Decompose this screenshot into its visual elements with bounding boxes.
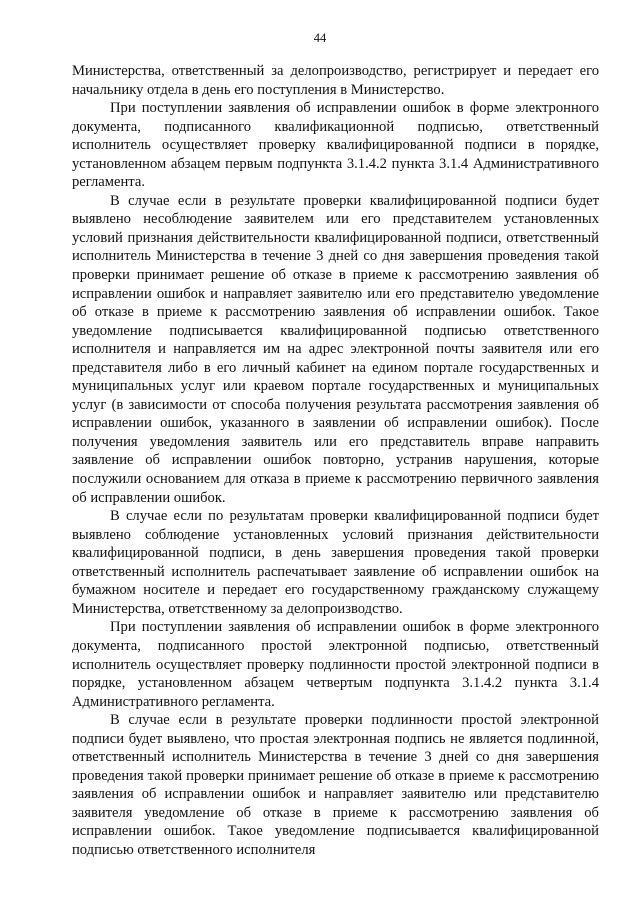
paragraph-4: В случае если по результатам проверки квалифицированной подписи будет выявлено соблюдение установленных условий признания действительности квалифицированной подписи, в день завершения проведения такой проверки ответственный исполнитель распечатывает заявление об исправлении ошибок на бумажном носителе и передает его государственному гражданскому служащему Министерства, ответственному за делопроизводство.	[72, 508, 599, 617]
document-body	[72, 62, 599, 860]
paragraph-3: В случае если в результате проверки квалифицированной подписи будет выявлено несоблюдение заявителем или его представителем установленных условий признания действительности квалифицированной подписи, ответственный исполнитель Министерства в течение 3 дней со дня завершения проведения такой проверки принимает решение об отказе в приеме к рассмотрению заявления об исправлении ошибок и направляет заявителю или его представителю уведомление об отказе в приеме к рассмотрению заявления об исправлении ошибок. Такое уведомление подписывается квалифицированной подписью ответственного исполнителя и направляется им на адрес электронной почты заявителя или его представителя либо в его личный кабинет на едином портале государственных и муниципальных услуг или краевом портале государственных и муниципальных услуг (в зависимости от способа получения результата рассмотрения заявления об исправлении ошибок, указанного в заявлении об исправлении ошибок). После получения уведомления заявитель или его представитель вправе направить заявление об исправлении ошибок повторно, устранив нарушения, которые послужили основанием для отказа в приеме к рассмотрению первичного заявления об исправлении ошибок.	[72, 192, 599, 506]
page-number: 44	[313, 31, 327, 45]
paragraph-5: При поступлении заявления об исправлении ошибок в форме электронного документа, подписанного простой электронной подписью, ответственный исполнитель осуществляет проверку подлинности простой электронной подписи в порядке, установленном абзацем четвертым подпункта 3.1.4.2 пункта 3.1.4 Административного регламента.	[72, 619, 599, 710]
paragraph-2: При поступлении заявления об исправлении ошибок в форме электронного документа, подписанного квалификационной подписью, ответственный исполнитель осуществляет проверку квалифицированной подписи в порядке, установленном абзацем первым подпункта 3.1.4.2 пункта 3.1.4 Административного регламента.	[72, 100, 599, 191]
paragraph-6: В случае если в результате проверки подлинности простой электронной подписи будет выявлено, что простая электронная подпись не является подлинной, ответственный исполнитель Министерства в течение 3 дней со дня завершения проведения такой проверки принимает решение об отказе в приеме к рассмотрению заявления об исправлении ошибок и направляет заявителю или представителю заявителя уведомление об отказе в приеме к рассмотрению заявления об исправлении ошибок. Такое уведомление подписывается квалифицированной подписью ответственного исполнителя	[72, 712, 599, 858]
paragraph-1: Министерства, ответственный за делопроизводство, регистрирует и передает его начальнику отдела в день его поступления в Министерство.	[72, 63, 599, 98]
